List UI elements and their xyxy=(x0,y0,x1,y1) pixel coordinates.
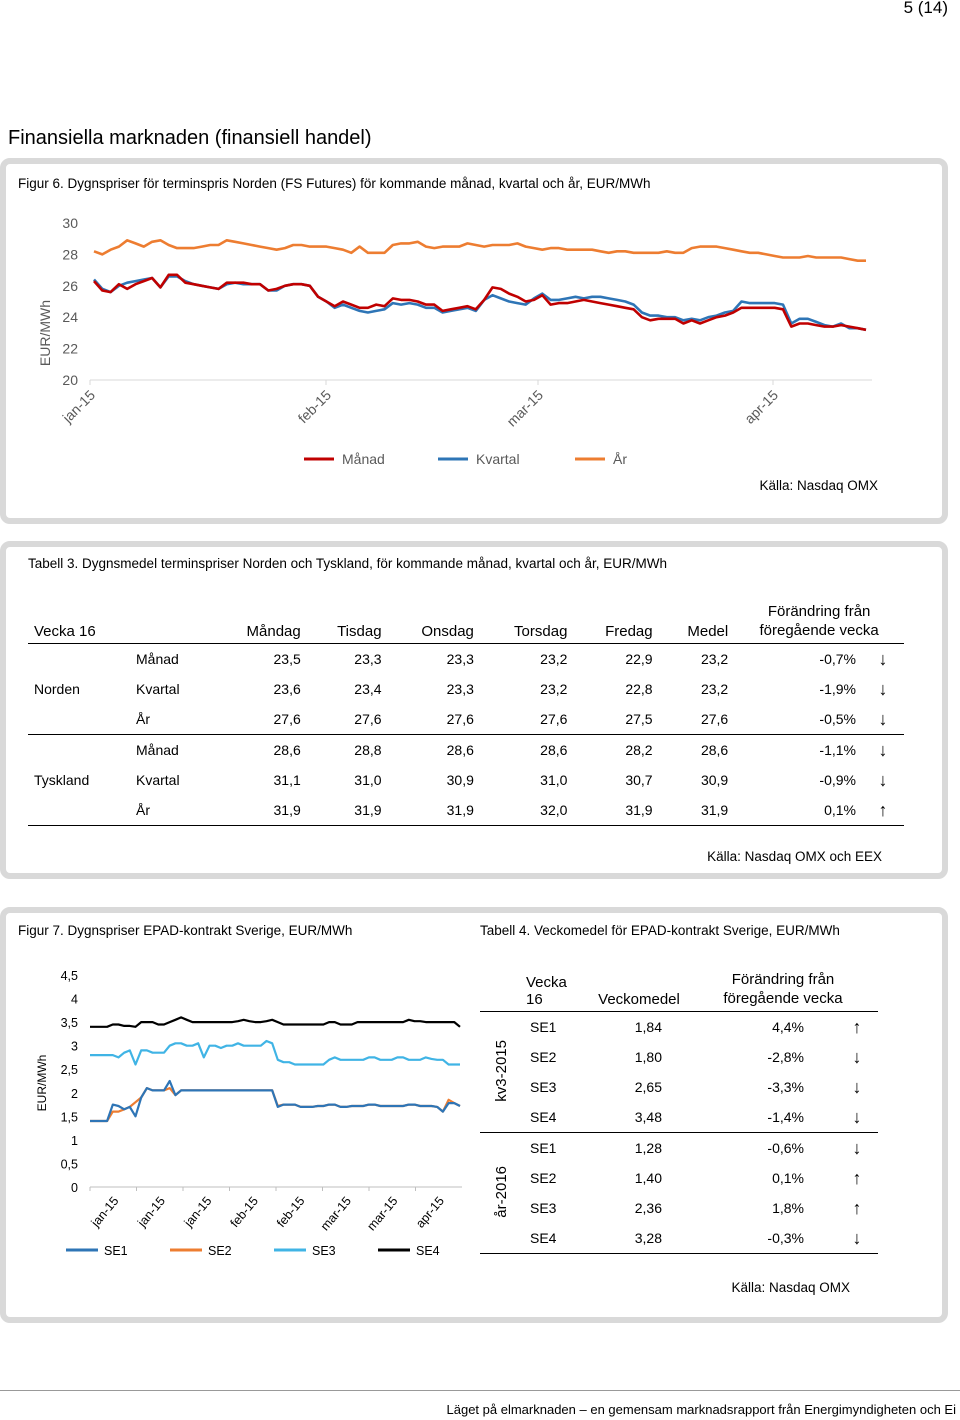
cell-change: 1,8% xyxy=(772,1200,804,1216)
cell-value: 28,2 xyxy=(625,742,653,758)
cell-value: 23,5 xyxy=(273,651,301,667)
x-tick-label: feb-15 xyxy=(227,1193,262,1231)
cell-change: -0,7% xyxy=(819,651,856,667)
cell-value: 30,9 xyxy=(700,772,729,788)
change-header-line2: föregående vecka xyxy=(723,990,843,1007)
series-line-se4 xyxy=(90,1017,460,1026)
cell-value: 32,0 xyxy=(480,795,574,826)
cell-value: 27,6 xyxy=(659,704,735,735)
cell-value: 27,5 xyxy=(573,704,658,735)
row-label: SE3 xyxy=(530,1200,557,1216)
legend-label: Månad xyxy=(342,451,385,467)
table-4-spacer xyxy=(480,968,522,1012)
x-tick-label: feb-15 xyxy=(294,386,335,427)
cell-value: 23,2 xyxy=(700,651,729,667)
y-axis-label: EUR/MWh xyxy=(37,299,53,367)
x-tick-label: mar-15 xyxy=(317,1193,355,1234)
row-label: SE4 xyxy=(522,1223,590,1254)
group-cell xyxy=(480,1133,522,1254)
cell-change: -1,4% xyxy=(688,1102,836,1133)
table-3-spacer xyxy=(130,598,212,644)
arrow-down-icon: ↓ xyxy=(852,1076,862,1097)
arrow-down-icon: ↓ xyxy=(878,769,888,790)
table-row xyxy=(28,644,904,675)
cell-value: 23,2 xyxy=(700,681,729,697)
change-header-line1: Förändring från xyxy=(767,603,871,620)
table-3-corner: Vecka 16 xyxy=(28,598,130,644)
row-label: Kvartal xyxy=(136,772,180,788)
row-label: Månad xyxy=(136,651,179,667)
cell-value: 23,2 xyxy=(540,651,568,667)
legend-label: Kvartal xyxy=(476,451,520,467)
cell-value: 23,6 xyxy=(273,681,301,697)
col-header: Tisdag xyxy=(307,598,388,644)
x-tick-label: jan-15 xyxy=(88,1193,122,1230)
cell-value: 28,8 xyxy=(354,742,382,758)
group-cell xyxy=(480,1012,522,1133)
y-axis-label: EUR/MWh xyxy=(35,1054,49,1112)
table-4-corner: Vecka 16 xyxy=(522,968,590,1012)
row-label: Månad xyxy=(136,742,179,758)
series-line-se3 xyxy=(90,1041,460,1065)
table-row xyxy=(480,1133,878,1164)
cell-value: 28,6 xyxy=(273,742,301,758)
legend-label: SE1 xyxy=(104,1244,128,1258)
arrow-down-icon: ↓ xyxy=(852,1046,862,1067)
y-tick-label: 0,5 xyxy=(60,1157,78,1172)
x-tick-label: jan-15 xyxy=(134,1193,169,1230)
cell-value: 28,6 xyxy=(700,742,729,758)
cell-value: 31,9 xyxy=(659,795,735,826)
legend-label: År xyxy=(613,451,627,467)
table-row xyxy=(28,735,904,766)
table-row xyxy=(480,1163,878,1193)
col-header: Måndag xyxy=(212,598,307,644)
col-header: Torsdag xyxy=(480,598,574,644)
cell-value: 31,9 xyxy=(573,795,658,826)
page-number: 5 (14) xyxy=(903,0,948,17)
cell-value: 27,6 xyxy=(212,704,307,735)
arrow-down-icon: ↓ xyxy=(878,739,888,760)
table-row xyxy=(28,674,904,704)
row-label: År xyxy=(130,704,212,735)
footer-text: Läget på elmarknaden – en gemensam marknadsrapport från Energimyndigheten och Ei xyxy=(446,1402,956,1417)
x-tick-label: mar-15 xyxy=(503,386,547,430)
cell-change: 4,4% xyxy=(772,1019,804,1035)
col-header: Fredag xyxy=(573,598,658,644)
arrow-up-icon: ↑ xyxy=(852,1016,862,1037)
cell-value: 31,9 xyxy=(307,795,388,826)
y-tick-label: 2,5 xyxy=(60,1063,78,1078)
table-row xyxy=(480,1042,878,1072)
row-label: År xyxy=(130,795,212,826)
table-row xyxy=(480,1223,878,1254)
y-tick-label: 4 xyxy=(71,992,78,1007)
cell-change: -1,1% xyxy=(819,742,856,758)
arrow-down-icon: ↓ xyxy=(836,1102,878,1133)
cell-value: 22,9 xyxy=(625,651,653,667)
row-label: SE4 xyxy=(522,1102,590,1133)
row-label: SE1 xyxy=(530,1140,557,1156)
cell-change: 0,1% xyxy=(772,1170,804,1186)
cell-value: 1,40 xyxy=(634,1170,662,1186)
cell-value: 1,80 xyxy=(634,1049,662,1065)
y-tick-label: 20 xyxy=(62,372,78,388)
row-label: Kvartal xyxy=(136,681,180,697)
cell-value: 27,6 xyxy=(480,704,574,735)
table-row xyxy=(28,765,904,795)
y-tick-label: 3,5 xyxy=(60,1016,78,1031)
row-label: SE3 xyxy=(530,1079,557,1095)
x-tick-label: jan-15 xyxy=(181,1193,215,1230)
x-tick-label: apr-15 xyxy=(413,1193,448,1231)
cell-value: 1,28 xyxy=(634,1140,662,1156)
col-header-average: Veckomedel xyxy=(590,968,688,1012)
cell-value: 23,3 xyxy=(446,651,474,667)
col-header-change xyxy=(734,598,904,644)
arrow-up-icon: ↑ xyxy=(852,1167,862,1188)
figure-6-chart xyxy=(0,200,948,500)
y-tick-label: 4,5 xyxy=(60,969,78,983)
table-3-caption: Tabell 3. Dygnsmedel terminspriser Norden och Tyskland, för kommande månad, kvartal och år, EUR/MWh xyxy=(28,556,668,571)
table-row xyxy=(480,1102,878,1133)
group-label: Norden xyxy=(28,644,130,735)
figure-6-source: Källa: Nasdaq OMX xyxy=(759,478,878,493)
cell-change: -1,9% xyxy=(819,681,856,697)
y-tick-label: 0 xyxy=(71,1181,78,1195)
series-line-se1 xyxy=(90,1081,460,1121)
x-tick-label: mar-15 xyxy=(364,1193,401,1234)
cell-value: 23,3 xyxy=(446,681,474,697)
cell-value: 30,9 xyxy=(446,772,474,788)
table-4-source: Källa: Nasdaq OMX xyxy=(731,1280,850,1295)
cell-value: 22,8 xyxy=(625,681,653,697)
cell-change: -0,5% xyxy=(734,704,862,735)
change-header-line2: föregående vecka xyxy=(759,622,879,639)
table-3-source: Källa: Nasdaq OMX och EEX xyxy=(707,849,882,864)
cell-value: 2,36 xyxy=(634,1200,662,1216)
arrow-down-icon: ↓ xyxy=(878,648,888,669)
cell-change: -0,9% xyxy=(819,772,856,788)
cell-value: 28,6 xyxy=(540,742,568,758)
cell-value: 31,1 xyxy=(273,772,301,788)
arrow-down-icon: ↓ xyxy=(862,704,904,735)
y-tick-label: 2 xyxy=(71,1086,78,1101)
y-tick-label: 3 xyxy=(71,1039,78,1054)
y-tick-label: 1 xyxy=(71,1133,78,1148)
figure-7-caption: Figur 7. Dygnspriser EPAD-kontrakt Sverige, EUR/MWh xyxy=(18,923,353,938)
legend-label: SE2 xyxy=(208,1244,232,1258)
y-tick-label: 30 xyxy=(62,215,78,231)
x-tick-label: jan-15 xyxy=(59,386,99,426)
legend-label: SE4 xyxy=(416,1244,440,1258)
cell-change: 0,1% xyxy=(734,795,862,826)
y-tick-label: 26 xyxy=(62,277,78,294)
cell-value: 31,0 xyxy=(354,772,382,788)
group-label: år-2016 xyxy=(492,1165,510,1218)
arrow-down-icon: ↓ xyxy=(852,1137,862,1158)
group-label: kv3-2015 xyxy=(492,1039,510,1102)
col-header-change xyxy=(688,968,878,1012)
row-label: SE1 xyxy=(530,1019,557,1035)
arrow-down-icon: ↓ xyxy=(878,678,888,699)
cell-value: 27,6 xyxy=(307,704,388,735)
cell-change: -0,6% xyxy=(767,1140,804,1156)
cell-value: 28,6 xyxy=(446,742,474,758)
cell-value: 23,3 xyxy=(354,651,382,667)
arrow-up-icon: ↑ xyxy=(862,795,904,826)
group-label: Tyskland xyxy=(28,735,130,826)
table-row xyxy=(480,1072,878,1102)
cell-value: 23,4 xyxy=(354,681,382,697)
change-header-line1: Förändring från xyxy=(731,971,835,988)
cell-value: 2,65 xyxy=(634,1079,662,1095)
cell-value: 27,6 xyxy=(388,704,480,735)
row-label: SE2 xyxy=(530,1170,557,1186)
legend-label: SE3 xyxy=(312,1244,336,1258)
section-title: Finansiella marknaden (finansiell handel) xyxy=(8,127,372,149)
x-tick-label: apr-15 xyxy=(741,386,782,427)
cell-value: 3,28 xyxy=(590,1223,688,1254)
y-tick-label: 22 xyxy=(62,340,78,357)
y-tick-label: 1,5 xyxy=(60,1110,78,1125)
row-label: SE2 xyxy=(530,1049,557,1065)
table-row xyxy=(480,1012,878,1043)
arrow-down-icon: ↓ xyxy=(836,1223,878,1254)
table-row xyxy=(28,795,904,826)
cell-value: 31,0 xyxy=(540,772,568,788)
col-header: Medel xyxy=(659,598,735,644)
figure-7-chart xyxy=(0,955,470,1275)
figure-6-caption: Figur 6. Dygnspriser för terminspris Norden (FS Futures) för kommande månad, kvartal och år, EUR/MWh xyxy=(18,176,651,191)
y-tick-label: 24 xyxy=(62,309,78,326)
table-3 xyxy=(28,598,904,826)
series-line-year xyxy=(94,240,866,260)
table-row xyxy=(28,704,904,735)
table-4 xyxy=(480,968,878,1254)
cell-value: 3,48 xyxy=(590,1102,688,1133)
cell-change: -2,8% xyxy=(767,1049,804,1065)
cell-value: 23,2 xyxy=(540,681,568,697)
cell-value: 1,84 xyxy=(634,1019,662,1035)
x-tick-label: feb-15 xyxy=(274,1193,308,1231)
footer-rule xyxy=(0,1390,960,1391)
cell-change: -0,3% xyxy=(688,1223,836,1254)
cell-value: 31,9 xyxy=(388,795,480,826)
cell-change: -3,3% xyxy=(767,1079,804,1095)
arrow-up-icon: ↑ xyxy=(852,1197,862,1218)
table-4-caption: Tabell 4. Veckomedel för EPAD-kontrakt Sverige, EUR/MWh xyxy=(480,923,840,938)
table-row xyxy=(480,1193,878,1223)
cell-value: 31,9 xyxy=(212,795,307,826)
y-tick-label: 28 xyxy=(62,246,78,263)
col-header: Onsdag xyxy=(388,598,480,644)
cell-value: 30,7 xyxy=(625,772,653,788)
